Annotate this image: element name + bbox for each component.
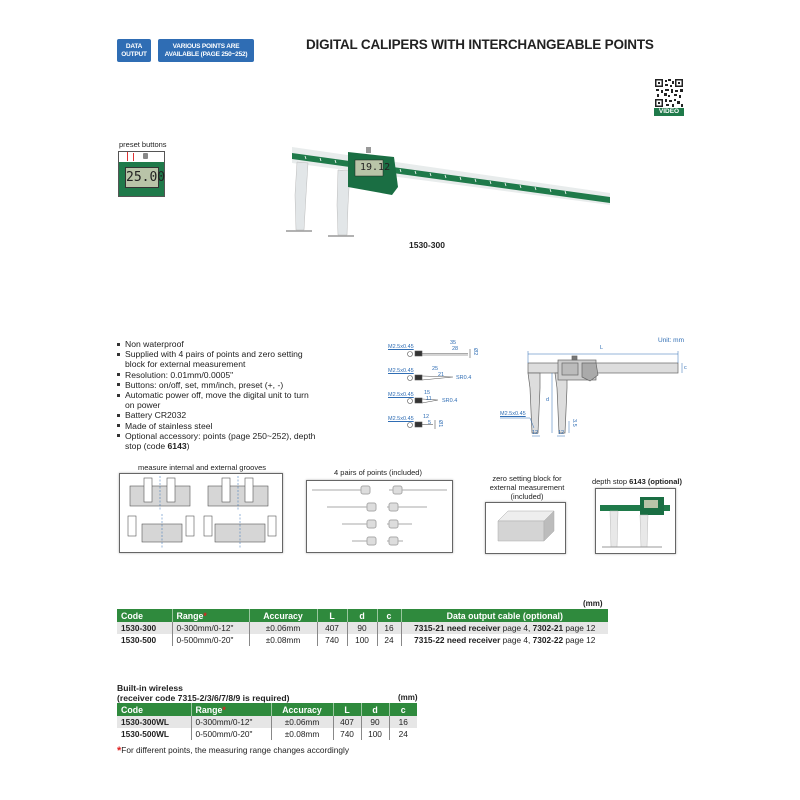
col-c: c [389,703,417,716]
col-code: Code [117,703,191,716]
cell-c: 16 [389,716,417,728]
table-row [117,622,608,634]
cell-accuracy: ±0.06mm [249,622,317,634]
cell-code: 1530-300 [117,622,172,634]
cell-d: 100 [347,634,377,646]
cell-d: 90 [347,622,377,634]
cell-accuracy: ±0.08mm [249,634,317,646]
caliper-lcd-value: 19.12 [360,162,391,173]
feature-item: Buttons: on/off, set, mm/inch, preset (+, -) [116,380,316,390]
wireless-unit: (mm) [398,693,418,702]
main-spec-table [117,609,608,646]
cell-range: 0-500mm/0-20" [172,634,249,646]
dim-d-label: d [546,397,550,403]
inset-lcd-value: 25.00 [126,170,166,185]
dim-label: 35 [450,340,457,346]
thread-label: M2.5x0.45 [388,344,414,350]
dimension-drawing [490,333,690,443]
feature-item: Non waterproof [116,339,316,349]
thread-label: M2.5x0.45 [388,416,414,422]
grooves-panel [119,473,283,553]
end-label: Ø2 [472,348,478,356]
table-row [117,634,608,646]
dim-label: 28 [452,346,459,352]
inset-top [119,152,164,162]
video-label: VIDEO [658,108,680,115]
end-label: Ø1 [437,420,443,428]
zero-block-caption: zero setting block for external measurement (included) [489,474,565,501]
col-d: d [361,703,389,716]
cell-accuracy: ±0.06mm [271,716,333,728]
col-accuracy: Accuracy [249,609,317,622]
page-title: DIGITAL CALIPERS WITH INTERCHANGEABLE POINTS [306,37,654,52]
dim-h-label: 3.5 [571,419,577,427]
feature-item: Resolution: 0.01mm/0.0005" [116,370,316,380]
various-points-badge: VARIOUS POINTS ARE AVAILABLE (PAGE 250~252) [158,39,254,62]
cell-range: 0-300mm/0-12" [191,716,271,728]
col-range: Range* [191,703,271,716]
caliper-product-image [270,135,640,245]
dim-label: 5 [428,420,432,426]
dim-w1-label: 12 [532,430,539,436]
table-row [117,716,417,728]
cell-code: 1530-500 [117,634,172,646]
feature-item: Optional accessory: points (page 250~252), depth stop (code 6143) [116,431,316,451]
dim-L-label: L [600,345,604,351]
cell-d: 100 [361,728,389,740]
cell-L: 740 [333,728,361,740]
col-accuracy: Accuracy [271,703,333,716]
preset-buttons-label: preset buttons [119,140,167,149]
thread-label: M2.5x0.45 [500,411,526,417]
cell-c: 24 [377,634,401,646]
zero-block-panel [485,502,566,554]
dim-label: 25 [432,366,439,372]
product-caption: 1530-300 [409,240,445,250]
cell-code: 1530-500WL [117,728,191,740]
inset-lcd [125,167,166,188]
wireless-spec-table [117,703,417,740]
wireless-title: Built-in wireless [117,683,183,693]
cell-L: 740 [317,634,347,646]
col-L: L [317,609,347,622]
preset-buttons-inset [118,151,165,197]
cell-cable: 7315-21 need receiver page 4, 7302-21 page 12 [401,622,608,634]
table-header-row [117,703,417,716]
qr-code-video[interactable] [654,78,684,116]
table-row [117,728,417,740]
cell-code: 1530-300WL [117,716,191,728]
cell-range: 0-500mm/0-20" [191,728,271,740]
cell-range: 0-300mm/0-12" [172,622,249,634]
feature-list [116,339,316,451]
dim-label: 21 [438,372,445,378]
col-range: Range* [172,609,249,622]
cell-c: 16 [377,622,401,634]
depth-stop-caption: depth stop 6143 (optional) [591,477,683,486]
col-c: c [377,609,401,622]
dim-c-label: c [684,365,687,371]
unit-label: Unit: mm [658,337,684,344]
end-label: SR0.4 [456,375,472,381]
col-code: Code [117,609,172,622]
dim-w2-label: 12 [558,430,565,436]
main-table-unit: (mm) [583,599,603,608]
col-L: L [333,703,361,716]
dim-label: 11 [426,396,432,402]
thread-label: M2.5x0.45 [388,392,414,398]
point-drawings [388,340,488,440]
dim-label: 15 [424,390,431,396]
dim-label: 12 [423,414,430,420]
end-label: SR0.4 [442,398,458,404]
col-d: d [347,609,377,622]
feature-item: Battery CR2032 [116,410,316,420]
cell-c: 24 [389,728,417,740]
cell-d: 90 [361,716,389,728]
footnote: *For different points, the measuring range changes accordingly [117,745,349,757]
data-output-badge: DATA OUTPUT [117,39,151,62]
grooves-caption: measure internal and external grooves [138,463,266,472]
feature-item: Automatic power off, move the digital unit to turn on power [116,390,316,410]
table-header-row [117,609,608,622]
wireless-subtitle: (receiver code 7315-2/3/6/7/8/9 is required) [117,693,290,703]
depth-stop-panel [595,488,676,554]
col-cable: Data output cable (optional) [401,609,608,622]
cell-cable: 7315-22 need receiver page 4, 7302-22 page 12 [401,634,608,646]
feature-item: Made of stainless steel [116,421,316,431]
cell-L: 407 [317,622,347,634]
cell-L: 407 [333,716,361,728]
points-panel [306,480,453,553]
cell-accuracy: ±0.08mm [271,728,333,740]
thread-label: M2.5x0.45 [388,368,414,374]
feature-item: Supplied with 4 pairs of points and zero setting block for external measurement [116,349,316,369]
points-caption: 4 pairs of points (included) [334,468,422,477]
